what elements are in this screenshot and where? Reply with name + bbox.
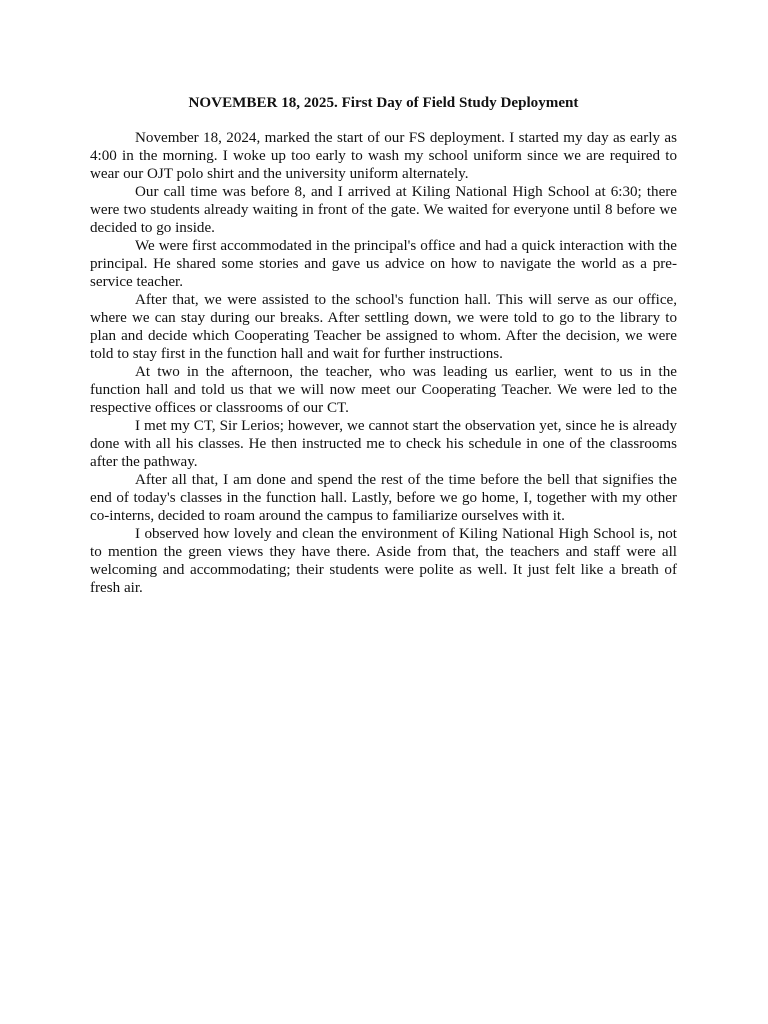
- paragraph-7: After all that, I am done and spend the rest of the time before the bell that signifies the end of today's classes in the function hall. Lastly, before we go home, I, together with my other co-interns, decided to roam around the campus to familiarize ourselves with it.: [90, 472, 677, 524]
- paragraph-6: I met my CT, Sir Lerios; however, we cannot start the observation yet, since he is already done with all his classes. He then instructed me to check his schedule in one of the classrooms after the pathway.: [90, 418, 677, 470]
- document-body: [90, 94, 677, 597]
- paragraph-3: We were first accommodated in the principal's office and had a quick interaction with the principal. He shared some stories and gave us advice on how to navigate the world as a pre-service teacher.: [90, 238, 677, 290]
- paragraph-1: November 18, 2024, marked the start of our FS deployment. I started my day as early as 4:00 in the morning. I woke up too early to wash my school uniform since we are required to wear our OJT polo shirt and the university uniform alternately.: [90, 130, 677, 182]
- paragraph-4: After that, we were assisted to the school's function hall. This will serve as our office, where we can stay during our breaks. After settling down, we were told to go to the library to plan and decide which Cooperating Teacher be assigned to whom. After the decision, we were told to stay first in the function hall and wait for further instructions.: [90, 292, 677, 362]
- paragraph-2: Our call time was before 8, and I arrived at Kiling National High School at 6:30; there were two students already waiting in front of the gate. We waited for everyone until 8 before we decided to go inside.: [90, 184, 677, 236]
- document-title: NOVEMBER 18, 2025. First Day of Field Study Deployment: [188, 95, 579, 111]
- paragraph-5: At two in the afternoon, the teacher, who was leading us earlier, went to us in the function hall and told us that we will now meet our Cooperating Teacher. We were led to the respective offices or classrooms of our CT.: [90, 364, 677, 416]
- paragraph-8: I observed how lovely and clean the environment of Kiling National High School is, not to mention the green views they have there. Aside from that, the teachers and staff were all welcoming and accommodating; their students were polite as well. It just felt like a breath of fresh air.: [90, 526, 677, 596]
